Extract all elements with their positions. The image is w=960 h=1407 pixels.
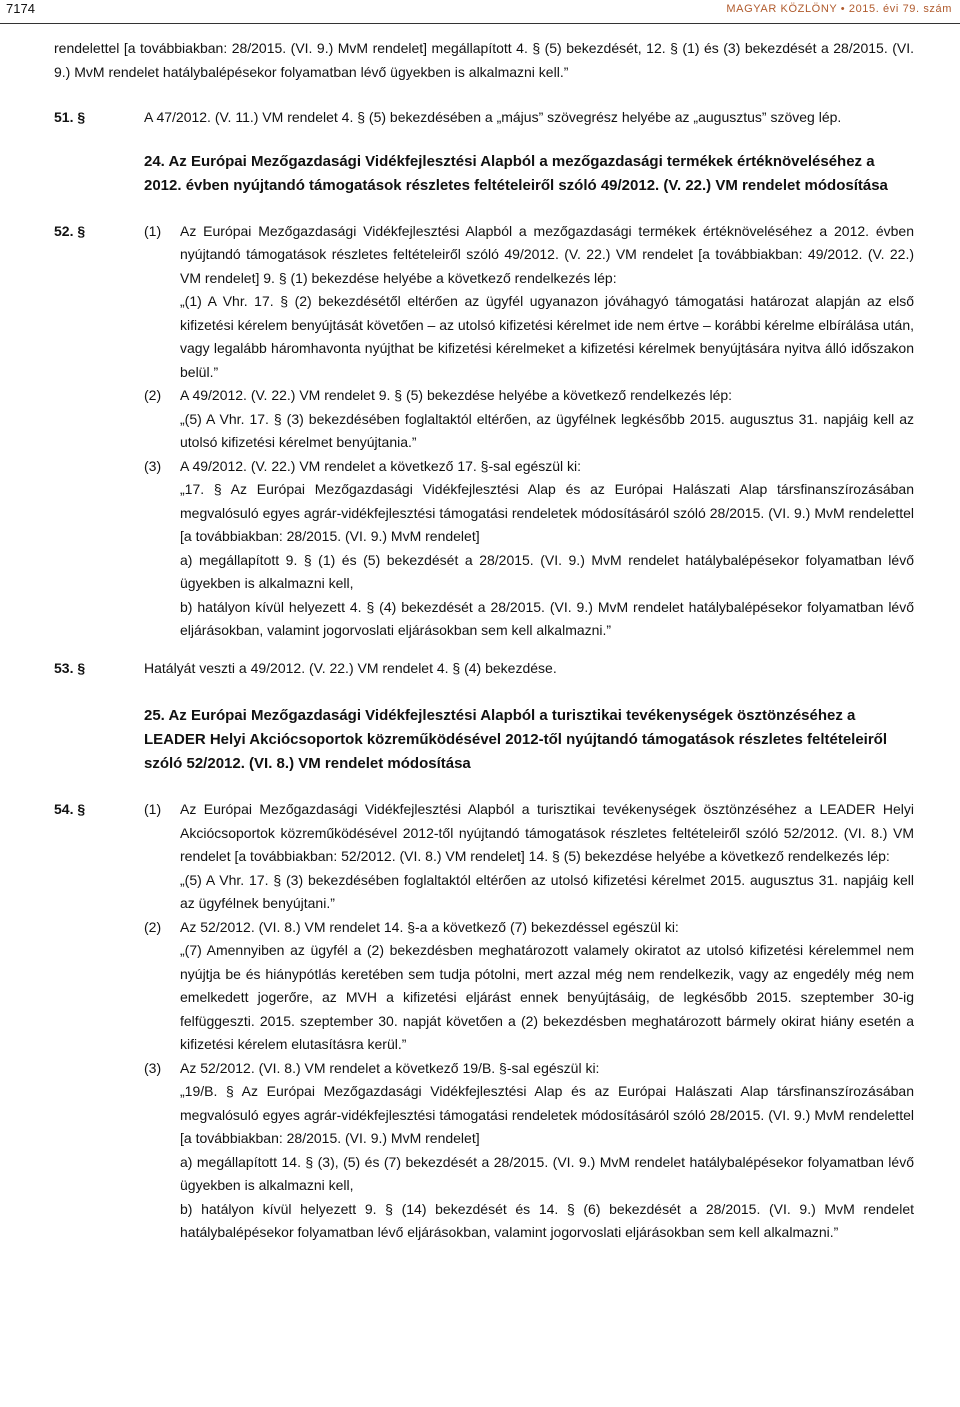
section-text: Hatályát veszti a 49/2012. (V. 22.) VM rendelet 4. § (4) bekezdése. (144, 659, 557, 676)
paragraph-2 (144, 916, 914, 1057)
paragraph-3 (144, 455, 914, 643)
section-number: 52. § (54, 222, 86, 239)
page-number: 7174 (6, 1, 35, 16)
paragraph-text: A 49/2012. (V. 22.) VM rendelet 9. § (5) bekezdése helyébe a következő rendelkezés lép: (180, 387, 733, 403)
point-a: a) megállapított 14. § (3), (5) és (7) bekezdését a 28/2015. (VI. 9.) MvM rendelet hatálybalépésekor folyamatban lévő ügyekben is alkalmazni kell, (180, 1153, 914, 1193)
paragraph-number: (3) (144, 1059, 162, 1076)
quoted-provision: „(5) A Vhr. 17. § (3) bekezdésében foglaltaktól eltérően az utolsó kifizetési kérelmet 2015. augusztus 31. napjáig kell az ügyfélnek benyújtani.” (180, 871, 914, 911)
chapter-25-heading: 25. Az Európai Mezőgazdasági Vidékfejlesztési Alapból a turisztikai tevékenységek ösztönzéséhez a LEADER Helyi Akciócsoportok közreműködésével 2012-től nyújtandó támogatások részletes feltételeiről szóló 52/2012. (VI. 8.) VM rendelet módosítása (144, 707, 888, 772)
document-body (54, 37, 914, 1245)
paragraph-1 (144, 220, 914, 385)
point-b: b) hatályon kívül helyezett 9. § (14) bekezdését és 14. § (6) bekezdését a 28/2015. (VI. 9.) MvM rendelet hatálybalépésekor folyamatban lévő eljárásokban, valamint jogorvoslati eljárásokban sem kell alkalmazni.” (180, 1200, 914, 1240)
paragraph-2 (144, 384, 914, 455)
quoted-provision: „17. § Az Európai Mezőgazdasági Vidékfejlesztési Alap és az Európai Halászati Alap társfinanszírozásában megvalósuló egyes agrár-vidékfejlesztési támogatási rendeletek módosításáról szóló 28/2015. (VI. 9.) MvM rendelettel [a továbbiakban: 28/2015. (VI. 9.) MvM rendelet] (180, 481, 914, 544)
paragraph-number: (1) (144, 222, 162, 239)
section-54 (54, 798, 914, 1245)
section-number: 54. § (54, 801, 86, 817)
section-number: 53. § (54, 659, 86, 676)
section-52 (54, 220, 914, 643)
paragraph-number: (2) (144, 387, 162, 403)
section-text: A 47/2012. (V. 11.) VM rendelet 4. § (5) bekezdésében a „május” szövegrész helyébe az „augusztus” szöveg lép. (144, 109, 842, 125)
paragraph-number: (1) (144, 801, 162, 817)
section-51 (54, 106, 914, 130)
point-b: b) hatályon kívül helyezett 4. § (4) bekezdését a 28/2015. (VI. 9.) MvM rendelet hatálybalépésekor folyamatban lévő eljárásokban, valamint jogorvoslati eljárásokban sem kell alkalmazni.” (180, 598, 914, 638)
paragraph-text: Az 52/2012. (VI. 8.) VM rendelet 14. §-a a következő (7) bekezdéssel egészül ki: (180, 918, 679, 935)
section-number: 51. § (54, 109, 86, 125)
point-a: a) megállapított 9. § (1) és (5) bekezdését a 28/2015. (VI. 9.) MvM rendelet hatálybalépésekor folyamatban lévő ügyekben is alkalmazni kell, (180, 551, 914, 591)
paragraph-text: Az Európai Mezőgazdasági Vidékfejlesztési Alapból a turisztikai tevékenységek ösztönzéséhez a LEADER Helyi Akciócsoportok közreműködésével 2012-től nyújtandó támogatások részletes feltételeiről szóló 52/2012. (VI. 8.) VM rendelet [a továbbiakban: 52/2012. (VI. 8.) VM rendelet] 14. § (5) bekezdése helyébe a következő rendelkezés lép: (180, 801, 914, 864)
quoted-provision: „(7) Amennyiben az ügyfél a (2) bekezdésben meghatározott valamely okiratot az utolsó kifizetési kérelemmel nem nyújtja be és hiánypótlás keretében sem tudja pótolni, mert azzal még nem rendelkezik, vagy az engedély még nem emelkedett jogerőre, az MVH a kifizetési eljárást ennek benyújtásáig, de legkésőbb 2015. szeptember 30-ig felfüggeszti. 2015. szeptember 30. napját követően a (2) bekezdésben meghatározott bármely okirat hiány esetén a kifizetési kérelem elutasításra kerül.” (180, 942, 914, 1052)
paragraph-number: (2) (144, 918, 162, 935)
page-header (0, 0, 960, 20)
paragraph-text: Az Európai Mezőgazdasági Vidékfejlesztési Alapból a mezőgazdasági termékek értéknöveléséhez a 2012. évben nyújtandó támogatások részletes feltételeiről szóló 49/2012. (V. 22.) VM rendelet [a továbbiakban: 49/2012. (V. 22.) VM rendelet] 9. § (1) bekezdése helyébe a következő rendelkezés lép: (180, 222, 914, 286)
quoted-provision: „19/B. § Az Európai Mezőgazdasági Vidékfejlesztési Alap és az Európai Halászati Alap társfinanszírozásában megvalósuló egyes agrár-vidékfejlesztési támogatási rendeletek módosításáról szóló 28/2015. (VI. 9.) MvM rendelettel [a továbbiakban: 28/2015. (VI. 9.) MvM rendelet] (180, 1083, 914, 1146)
header-divider (0, 23, 960, 24)
paragraph-3 (144, 1057, 914, 1245)
section-53 (54, 657, 914, 681)
paragraph-1 (144, 798, 914, 916)
quoted-provision: „(1) A Vhr. 17. § (2) bekezdésétől eltérően az ügyfél ugyanazon jóváhagyó támogatási határozat alapján az első kifizetési kérelem benyújtását követően – az utolsó kifizetési kérelmet ide nem értve – korábbi kérelme elbírálása után, vagy legalább háromhavonta nyújthat be kifizetési kérelmeket a kifizetési kérelmek benyújtására nyitva álló időszakon belül.” (180, 293, 914, 380)
intro-paragraph: rendelettel [a továbbiakban: 28/2015. (VI. 9.) MvM rendelet] megállapított 4. § (5) bekezdését, 12. § (1) és (3) bekezdését a 28/2015. (VI. 9.) MvM rendelet hatálybalépésekor folyamatban lévő ügyekben is alkalmazni kell.” (54, 40, 914, 80)
quoted-provision: „(5) A Vhr. 17. § (3) bekezdésében foglaltaktól eltérően, az ügyfélnek legkésőbb 2015. augusztus 31. napjáig kell az utolsó kifizetési kérelmet benyújtania.” (180, 410, 914, 450)
paragraph-text: A 49/2012. (V. 22.) VM rendelet a következő 17. §-sal egészül ki: (180, 457, 582, 474)
paragraph-text: Az 52/2012. (VI. 8.) VM rendelet a következő 19/B. §-sal egészül ki: (180, 1059, 600, 1076)
chapter-24-heading: 24. Az Európai Mezőgazdasági Vidékfejlesztési Alapból a mezőgazdasági termékek értéknöveléséhez a 2012. évben nyújtandó támogatások részletes feltételeiről szóló 49/2012. (V. 22.) VM rendelet módosítása (144, 152, 888, 194)
journal-title: MAGYAR KÖZLÖNY • 2015. évi 79. szám (726, 3, 952, 15)
paragraph-number: (3) (144, 457, 162, 474)
